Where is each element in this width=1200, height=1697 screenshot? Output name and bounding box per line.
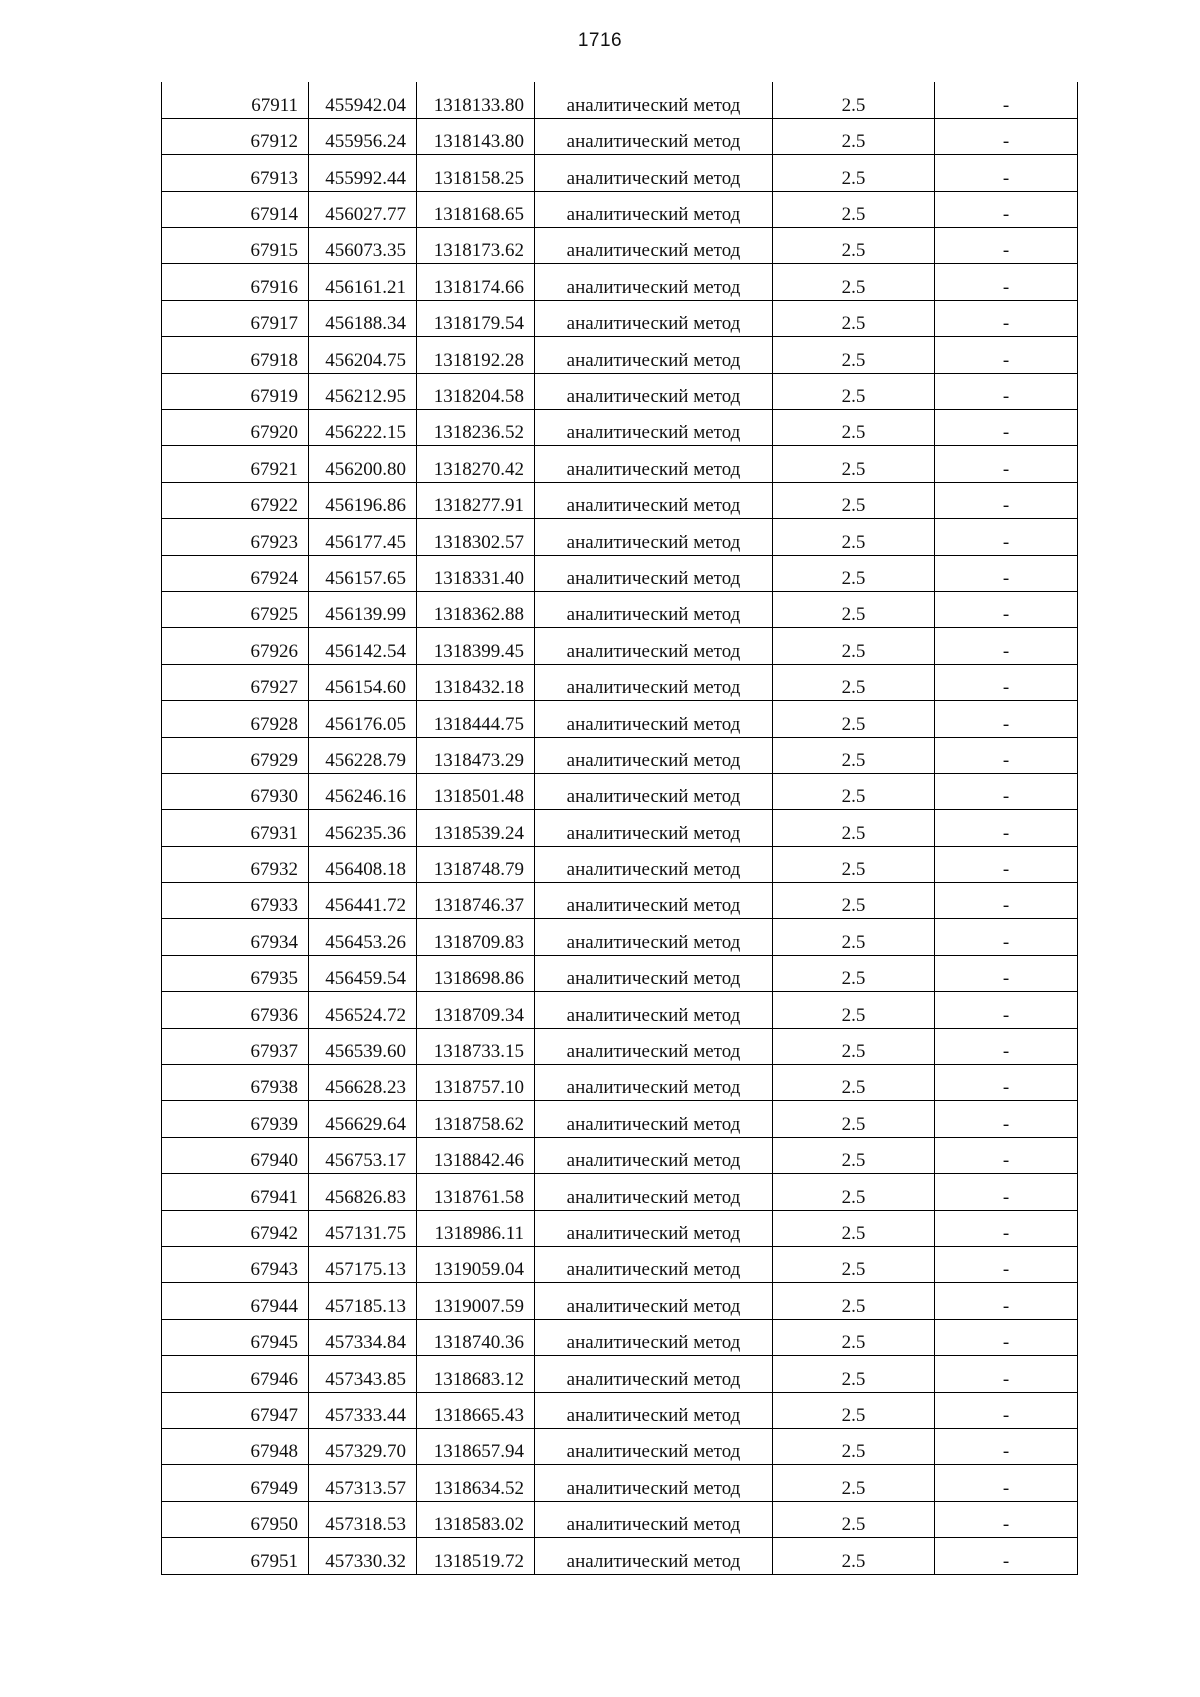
method-cell: аналитический метод [535,410,773,446]
accuracy-cell: 2.5 [773,810,935,846]
x-coordinate-cell: 456157.65 [309,555,417,591]
note-cell: - [935,1501,1078,1537]
table-row [162,737,1078,773]
table-row [162,1501,1078,1537]
accuracy-cell: 2.5 [773,482,935,518]
point-number-cell: 67948 [162,1428,309,1464]
accuracy-cell: 2.5 [773,591,935,627]
y-coordinate-cell: 1318204.58 [417,373,535,409]
method-cell: аналитический метод [535,1174,773,1210]
x-coordinate-cell: 456628.23 [309,1065,417,1101]
x-coordinate-cell: 455992.44 [309,155,417,191]
method-cell: аналитический метод [535,1428,773,1464]
method-cell: аналитический метод [535,228,773,264]
accuracy-cell: 2.5 [773,1428,935,1464]
note-cell: - [935,1065,1078,1101]
method-cell: аналитический метод [535,118,773,154]
y-coordinate-cell: 1318740.36 [417,1319,535,1355]
x-coordinate-cell: 455956.24 [309,118,417,154]
table-row [162,519,1078,555]
accuracy-cell: 2.5 [773,1028,935,1064]
point-number-cell: 67944 [162,1283,309,1319]
accuracy-cell: 2.5 [773,155,935,191]
y-coordinate-cell: 1318683.12 [417,1356,535,1392]
note-cell: - [935,228,1078,264]
point-number-cell: 67946 [162,1356,309,1392]
note-cell: - [935,810,1078,846]
accuracy-cell: 2.5 [773,228,935,264]
point-number-cell: 67941 [162,1174,309,1210]
table-row [162,300,1078,336]
x-coordinate-cell: 456161.21 [309,264,417,300]
note-cell: - [935,373,1078,409]
y-coordinate-cell: 1318501.48 [417,773,535,809]
y-coordinate-cell: 1318709.34 [417,992,535,1028]
point-number-cell: 67930 [162,773,309,809]
y-coordinate-cell: 1318748.79 [417,846,535,882]
note-cell: - [935,1356,1078,1392]
note-cell: - [935,555,1078,591]
x-coordinate-cell: 457333.44 [309,1392,417,1428]
point-number-cell: 67912 [162,118,309,154]
x-coordinate-cell: 456539.60 [309,1028,417,1064]
accuracy-cell: 2.5 [773,82,935,118]
note-cell: - [935,1137,1078,1173]
x-coordinate-cell: 456629.64 [309,1101,417,1137]
note-cell: - [935,264,1078,300]
accuracy-cell: 2.5 [773,300,935,336]
table-row [162,1101,1078,1137]
point-number-cell: 67940 [162,1137,309,1173]
point-number-cell: 67917 [162,300,309,336]
x-coordinate-cell: 456453.26 [309,919,417,955]
y-coordinate-cell: 1318302.57 [417,519,535,555]
accuracy-cell: 2.5 [773,1210,935,1246]
y-coordinate-cell: 1318179.54 [417,300,535,336]
point-number-cell: 67950 [162,1501,309,1537]
point-number-cell: 67913 [162,155,309,191]
accuracy-cell: 2.5 [773,1247,935,1283]
note-cell: - [935,664,1078,700]
point-number-cell: 67927 [162,664,309,700]
coordinates-table [161,82,1078,1575]
point-number-cell: 67939 [162,1101,309,1137]
x-coordinate-cell: 456212.95 [309,373,417,409]
accuracy-cell: 2.5 [773,337,935,373]
table-row [162,1428,1078,1464]
method-cell: аналитический метод [535,1465,773,1501]
accuracy-cell: 2.5 [773,1174,935,1210]
x-coordinate-cell: 456027.77 [309,191,417,227]
point-number-cell: 67937 [162,1028,309,1064]
note-cell: - [935,519,1078,555]
table-row [162,1065,1078,1101]
table-body [162,82,1078,1574]
point-number-cell: 67933 [162,883,309,919]
point-number-cell: 67936 [162,992,309,1028]
note-cell: - [935,118,1078,154]
method-cell: аналитический метод [535,883,773,919]
y-coordinate-cell: 1318173.62 [417,228,535,264]
accuracy-cell: 2.5 [773,1065,935,1101]
x-coordinate-cell: 456246.16 [309,773,417,809]
note-cell: - [935,701,1078,737]
point-number-cell: 67926 [162,628,309,664]
method-cell: аналитический метод [535,1137,773,1173]
accuracy-cell: 2.5 [773,410,935,446]
y-coordinate-cell: 1318757.10 [417,1065,535,1101]
method-cell: аналитический метод [535,737,773,773]
x-coordinate-cell: 456524.72 [309,992,417,1028]
point-number-cell: 67915 [162,228,309,264]
x-coordinate-cell: 456139.99 [309,591,417,627]
accuracy-cell: 2.5 [773,773,935,809]
method-cell: аналитический метод [535,482,773,518]
y-coordinate-cell: 1318473.29 [417,737,535,773]
note-cell: - [935,1174,1078,1210]
method-cell: аналитический метод [535,1538,773,1574]
table-row [162,628,1078,664]
y-coordinate-cell: 1318758.62 [417,1101,535,1137]
method-cell: аналитический метод [535,773,773,809]
table-row [162,118,1078,154]
point-number-cell: 67942 [162,1210,309,1246]
accuracy-cell: 2.5 [773,664,935,700]
x-coordinate-cell: 456753.17 [309,1137,417,1173]
method-cell: аналитический метод [535,373,773,409]
method-cell: аналитический метод [535,337,773,373]
table-row [162,1283,1078,1319]
y-coordinate-cell: 1318761.58 [417,1174,535,1210]
table-row [162,992,1078,1028]
y-coordinate-cell: 1318331.40 [417,555,535,591]
note-cell: - [935,482,1078,518]
method-cell: аналитический метод [535,1101,773,1137]
table-row [162,1356,1078,1392]
point-number-cell: 67914 [162,191,309,227]
note-cell: - [935,1392,1078,1428]
method-cell: аналитический метод [535,1501,773,1537]
method-cell: аналитический метод [535,1065,773,1101]
x-coordinate-cell: 456142.54 [309,628,417,664]
x-coordinate-cell: 456222.15 [309,410,417,446]
note-cell: - [935,1465,1078,1501]
x-coordinate-cell: 456176.05 [309,701,417,737]
table-row [162,373,1078,409]
method-cell: аналитический метод [535,919,773,955]
table-row [162,664,1078,700]
note-cell: - [935,1538,1078,1574]
note-cell: - [935,628,1078,664]
accuracy-cell: 2.5 [773,519,935,555]
method-cell: аналитический метод [535,955,773,991]
table-row [162,591,1078,627]
x-coordinate-cell: 456204.75 [309,337,417,373]
x-coordinate-cell: 457175.13 [309,1247,417,1283]
table-row [162,810,1078,846]
accuracy-cell: 2.5 [773,992,935,1028]
note-cell: - [935,1210,1078,1246]
x-coordinate-cell: 457329.70 [309,1428,417,1464]
x-coordinate-cell: 456177.45 [309,519,417,555]
x-coordinate-cell: 456408.18 [309,846,417,882]
x-coordinate-cell: 457343.85 [309,1356,417,1392]
table-row [162,264,1078,300]
note-cell: - [935,82,1078,118]
point-number-cell: 67911 [162,82,309,118]
method-cell: аналитический метод [535,82,773,118]
method-cell: аналитический метод [535,191,773,227]
x-coordinate-cell: 456200.80 [309,446,417,482]
note-cell: - [935,410,1078,446]
y-coordinate-cell: 1318444.75 [417,701,535,737]
y-coordinate-cell: 1318236.52 [417,410,535,446]
method-cell: аналитический метод [535,591,773,627]
method-cell: аналитический метод [535,1392,773,1428]
x-coordinate-cell: 456196.86 [309,482,417,518]
point-number-cell: 67923 [162,519,309,555]
table-row [162,1247,1078,1283]
y-coordinate-cell: 1318168.65 [417,191,535,227]
method-cell: аналитический метод [535,846,773,882]
accuracy-cell: 2.5 [773,118,935,154]
table-row [162,446,1078,482]
note-cell: - [935,1283,1078,1319]
x-coordinate-cell: 457131.75 [309,1210,417,1246]
point-number-cell: 67945 [162,1319,309,1355]
accuracy-cell: 2.5 [773,1501,935,1537]
y-coordinate-cell: 1319059.04 [417,1247,535,1283]
x-coordinate-cell: 456154.60 [309,664,417,700]
y-coordinate-cell: 1318399.45 [417,628,535,664]
accuracy-cell: 2.5 [773,955,935,991]
method-cell: аналитический метод [535,701,773,737]
point-number-cell: 67951 [162,1538,309,1574]
accuracy-cell: 2.5 [773,264,935,300]
y-coordinate-cell: 1318583.02 [417,1501,535,1537]
note-cell: - [935,737,1078,773]
note-cell: - [935,591,1078,627]
table-row [162,155,1078,191]
y-coordinate-cell: 1318270.42 [417,446,535,482]
accuracy-cell: 2.5 [773,1101,935,1137]
method-cell: аналитический метод [535,1210,773,1246]
note-cell: - [935,191,1078,227]
y-coordinate-cell: 1318746.37 [417,883,535,919]
y-coordinate-cell: 1318277.91 [417,482,535,518]
y-coordinate-cell: 1318143.80 [417,118,535,154]
accuracy-cell: 2.5 [773,1137,935,1173]
table-row [162,228,1078,264]
accuracy-cell: 2.5 [773,191,935,227]
x-coordinate-cell: 457318.53 [309,1501,417,1537]
note-cell: - [935,300,1078,336]
point-number-cell: 67918 [162,337,309,373]
table-row [162,1392,1078,1428]
note-cell: - [935,1247,1078,1283]
point-number-cell: 67921 [162,446,309,482]
x-coordinate-cell: 456441.72 [309,883,417,919]
accuracy-cell: 2.5 [773,1283,935,1319]
x-coordinate-cell: 457334.84 [309,1319,417,1355]
x-coordinate-cell: 457330.32 [309,1538,417,1574]
method-cell: аналитический метод [535,1028,773,1064]
method-cell: аналитический метод [535,1283,773,1319]
method-cell: аналитический метод [535,555,773,591]
y-coordinate-cell: 1318986.11 [417,1210,535,1246]
y-coordinate-cell: 1318362.88 [417,591,535,627]
table-row [162,1028,1078,1064]
y-coordinate-cell: 1318634.52 [417,1465,535,1501]
note-cell: - [935,1428,1078,1464]
y-coordinate-cell: 1318698.86 [417,955,535,991]
point-number-cell: 67949 [162,1465,309,1501]
point-number-cell: 67925 [162,591,309,627]
x-coordinate-cell: 456826.83 [309,1174,417,1210]
x-coordinate-cell: 455942.04 [309,82,417,118]
table-row [162,410,1078,446]
x-coordinate-cell: 456228.79 [309,737,417,773]
x-coordinate-cell: 457313.57 [309,1465,417,1501]
table-row [162,955,1078,991]
point-number-cell: 67947 [162,1392,309,1428]
y-coordinate-cell: 1319007.59 [417,1283,535,1319]
page-number: 1716 [577,30,623,51]
method-cell: аналитический метод [535,992,773,1028]
note-cell: - [935,992,1078,1028]
method-cell: аналитический метод [535,1247,773,1283]
table-row [162,555,1078,591]
y-coordinate-cell: 1318539.24 [417,810,535,846]
point-number-cell: 67924 [162,555,309,591]
note-cell: - [935,446,1078,482]
table-row [162,773,1078,809]
accuracy-cell: 2.5 [773,1392,935,1428]
point-number-cell: 67922 [162,482,309,518]
table-row [162,82,1078,118]
accuracy-cell: 2.5 [773,1356,935,1392]
method-cell: аналитический метод [535,519,773,555]
y-coordinate-cell: 1318665.43 [417,1392,535,1428]
table-row [162,919,1078,955]
x-coordinate-cell: 456188.34 [309,300,417,336]
x-coordinate-cell: 456073.35 [309,228,417,264]
method-cell: аналитический метод [535,300,773,336]
point-number-cell: 67932 [162,846,309,882]
point-number-cell: 67920 [162,410,309,446]
method-cell: аналитический метод [535,664,773,700]
accuracy-cell: 2.5 [773,919,935,955]
method-cell: аналитический метод [535,446,773,482]
point-number-cell: 67929 [162,737,309,773]
y-coordinate-cell: 1318158.25 [417,155,535,191]
point-number-cell: 67928 [162,701,309,737]
y-coordinate-cell: 1318519.72 [417,1538,535,1574]
accuracy-cell: 2.5 [773,701,935,737]
note-cell: - [935,337,1078,373]
point-number-cell: 67919 [162,373,309,409]
y-coordinate-cell: 1318733.15 [417,1028,535,1064]
x-coordinate-cell: 457185.13 [309,1283,417,1319]
accuracy-cell: 2.5 [773,1319,935,1355]
note-cell: - [935,883,1078,919]
point-number-cell: 67938 [162,1065,309,1101]
table-row [162,1137,1078,1173]
method-cell: аналитический метод [535,810,773,846]
accuracy-cell: 2.5 [773,555,935,591]
point-number-cell: 67943 [162,1247,309,1283]
method-cell: аналитический метод [535,628,773,664]
method-cell: аналитический метод [535,264,773,300]
accuracy-cell: 2.5 [773,846,935,882]
y-coordinate-cell: 1318133.80 [417,82,535,118]
table-row [162,191,1078,227]
accuracy-cell: 2.5 [773,628,935,664]
y-coordinate-cell: 1318657.94 [417,1428,535,1464]
note-cell: - [935,955,1078,991]
table-row [162,1465,1078,1501]
table-row [162,846,1078,882]
method-cell: аналитический метод [535,155,773,191]
table-row [162,1174,1078,1210]
note-cell: - [935,773,1078,809]
note-cell: - [935,919,1078,955]
table-row [162,482,1078,518]
x-coordinate-cell: 456235.36 [309,810,417,846]
method-cell: аналитический метод [535,1356,773,1392]
note-cell: - [935,1319,1078,1355]
accuracy-cell: 2.5 [773,883,935,919]
table-row [162,883,1078,919]
point-number-cell: 67935 [162,955,309,991]
accuracy-cell: 2.5 [773,446,935,482]
point-number-cell: 67931 [162,810,309,846]
y-coordinate-cell: 1318842.46 [417,1137,535,1173]
accuracy-cell: 2.5 [773,737,935,773]
table-row [162,1319,1078,1355]
note-cell: - [935,155,1078,191]
y-coordinate-cell: 1318432.18 [417,664,535,700]
accuracy-cell: 2.5 [773,1538,935,1574]
note-cell: - [935,1028,1078,1064]
table-row [162,701,1078,737]
y-coordinate-cell: 1318192.28 [417,337,535,373]
y-coordinate-cell: 1318709.83 [417,919,535,955]
table-row [162,337,1078,373]
note-cell: - [935,1101,1078,1137]
x-coordinate-cell: 456459.54 [309,955,417,991]
y-coordinate-cell: 1318174.66 [417,264,535,300]
method-cell: аналитический метод [535,1319,773,1355]
table-row [162,1210,1078,1246]
point-number-cell: 67934 [162,919,309,955]
table-row [162,1538,1078,1574]
accuracy-cell: 2.5 [773,373,935,409]
point-number-cell: 67916 [162,264,309,300]
accuracy-cell: 2.5 [773,1465,935,1501]
note-cell: - [935,846,1078,882]
